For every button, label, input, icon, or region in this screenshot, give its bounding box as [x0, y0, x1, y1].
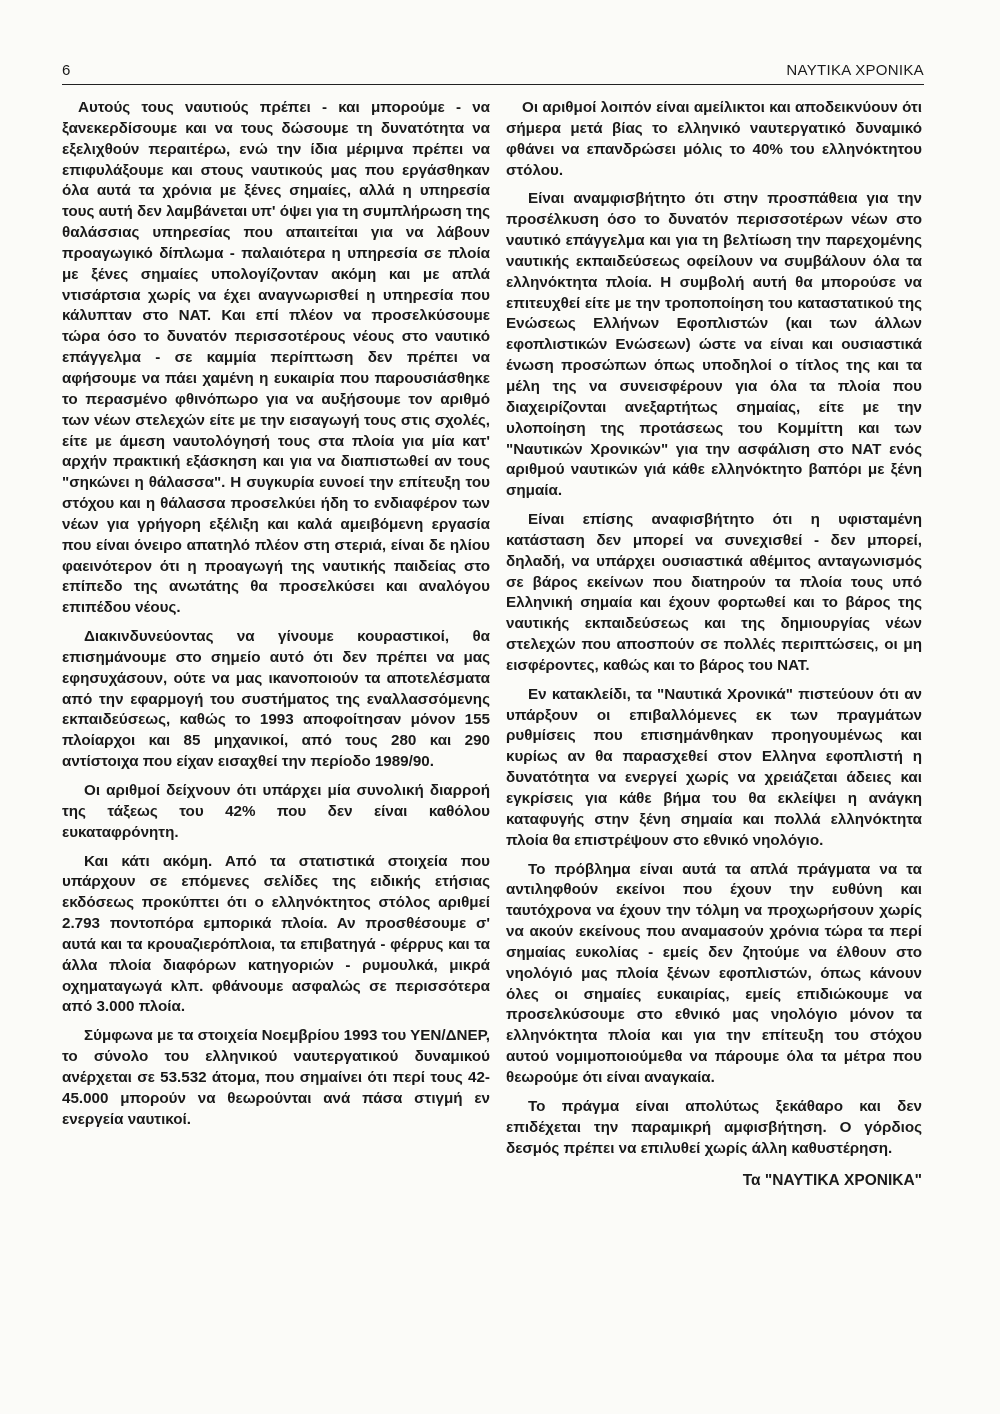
- paragraph: Σύμφωνα με τα στοιχεία Νοεμβρίου 1993 του ΥΕΝ/ΔΝΕΡ, το σύνολο του ελληνικού ναυτεργατικού δυναμικού ανέρχεται σε 53.532 άτομα, που σημαίνει ότι περί τους 42-45.000 μπορούν να θεωρούνται ανά πάσα στιγμή εν ενεργεία ναυτικοί.: [62, 1027, 490, 1128]
- left-column: [62, 98, 490, 1139]
- paragraph: Οι αριθμοί λοιπόν είναι αμείλικτοι και αποδεικνύουν ότι σήμερα μετά βίας το ελληνικό ναυτεργατικό δυναμικό φθάνει να επανδρώσει μόλις το 40% του ελληνόκτητου στόλου.: [506, 99, 922, 179]
- paragraph: Διακινδυνεύοντας να γίνουμε κουραστικοί, θα επισημάνουμε στο σημείο αυτό ότι δεν πρέπει να μας εφησυχάσουν, ούτε να μας ικανοποιούν τα αποτελέσματα από την εφαρμογή του συστήματος της εναλλασσόμενης εκπαιδεύσεως, καθώς το 1993 αποφοίτησαν μόνον 155 πλοίαρχοι και 85 μηχανικοί, από τους 280 και 290 αντίστοιχα που είχαν εισαχθεί την περίοδο 1989/90.: [62, 628, 490, 771]
- paragraph: Αυτούς τους ναυτιούς πρέπει - και μπορούμε - να ξανεκερδίσουμε και να τους δώσουμε τη δυνατότητα να εξελιχθούν περαιτέρω, ενώ την ίδια μέριμνα πρέπει να επιφυλάξουμε και στους ναυτικούς μας που εργάσθηκαν όλα αυτά τα χρόνια με ξένες σημαίες, αλλά η υπηρεσία τους αυτή δεν λαμβάνεται υπ' όψει για τη συμπλήρωση της θαλάσσιας υπηρεσίας που απαιτείται για να λάβουν προαγωγικό δίπλωμα - παλαιότερα η υπηρεσία σε πλοία με ξένες σημαίες υπολογίζονταν ακόμη και με απλά ντισάρτσια χωρίς να έχει αναγνωρισθεί η υπηρεσία που κάλυπταν στο ΝΑΤ. Και επί πλέον να προσελκύσουμε τώρα όσο το δυνατόν περισσοτέρους νέους στο ναυτικό επάγγελμα - σε καμμία περίπτωση δεν πρέπει να αφήσουμε να πάει χαμένη η ευκαιρία που παρουσιάσθηκε το περασμένο φθινόπωρο για να αυξήσουμε τον αριθμό των νέων στελεχών είτε με την εισαγωγή τους στις σχολές, είτε με άμεση ναυτολόγησή τους στα πλοία για μία κατ' αρχήν πρακτική εξάσκηση και για να διαπιστωθεί αν τους "σηκώνει η θάλασσα". Η συγκυρία ευνοεί την επίτευξη του στόχου και η θάλασσα προσελκύει ήδη το ενδιαφέρον των νέων για γρήγορη εξέλιξη και καλά αμειβόμενη εργασία που είναι όνειρο απατηλό πλέον στη στεριά, είναι δε ηλίου φαεινότερον ότι η προαγωγή της ναυτικής παιδείας στο επίπεδο της ανωτάτης θα προσελκύσει και αναλόγου επιπέδου νέους.: [62, 99, 490, 617]
- paragraph: Το πρόβλημα είναι αυτά τα απλά πράγματα να τα αντιληφθούν εκείνοι που έχουν την ευθύνη και ταυτόχρονα να έχουν την τόλμη να προχωρήσουν χωρίς να ακούν εκείνους που αναμασούν χρόνια τώρα τα περί σημαίας ευκολίας - εμείς δεν ζητούμε να έλθουν στο νηολόγιό μας πλοία ξένων εφοπλιστών, όπως κάνουν όλες οι σημαίες ευκαιρίας, εμείς επιδιώκουμε να προσελκύσουμε στο εθνικό μας νηολόγιο μόνον τα ελληνόκτητα πλοία και για την επίτευξη του στόχου αυτού νομιμοποιούμεθα να πάρουμε όλα τα μέτρα που θεωρούμε ότι είναι αναγκαία.: [506, 860, 922, 1086]
- signature: Τα "ΝΑΥΤΙΚΑ ΧΡΟΝΙΚΑ": [742, 1172, 922, 1190]
- page-number: 6: [62, 62, 71, 79]
- publication-title: ΝΑΥΤΙΚΑ ΧΡΟΝΙΚΑ: [786, 62, 924, 79]
- paragraph: Είναι αναμφισβήτητο ότι στην προσπάθεια για την προσέλκυση όσο το δυνατόν περισσοτέρων νέων στο ναυτικό επάγγελμα και για τη βελτίωση την παρεχομένης ναυτικής εκπαιδεύσεως οφείλουν να συμβάλουν όλα τα ελληνόκτητα πλοία. Η συμβολή αυτή θα μπορούσε να επιτευχθεί είτε με την τροποποίηση του καταστατικού της Ενώσεως Ελλήνων Εφοπλιστών (και των άλλων εφοπλιστικών Ενώσεων) ώστε να είναι και ουσιαστικά ένωση προσώπων όπως υποδηλοί ο τίτλος της και τα μέλη της να συνεισφέρουν για όλα τα πλοία που διαχειρίζονται ανεξαρτήτως σημαίας, είτε με την υλοποίηση της προτάσεως του Κομμίττη και των "Ναυτικών Χρονικών" για την ασφάλιση στο ΝΑΤ ενός αριθμού ναυτικών γιά κάθε ελληνόκτητο βαπόρι με ξένη σημαία.: [506, 190, 922, 500]
- paragraph: Είναι επίσης αναφισβήτητο ότι η υφισταμένη κατάσταση δεν μπορεί να συνεχισθεί - δεν μπορεί, δηλαδή, να υπάρχει ουσιαστικά αθέμιτος ανταγωνισμός σε βάρος εκείνων που διατηρούν τα πλοία τους υπό Ελληνική σημαία και έχουν φορτωθεί και το βάρος της ναυτικής εκπαιδεύσεως και της δημιουργίας νέων στελεχών που αποσπούν σε πολλές περιπτώσεις, οι μη εισφέροντες, καθώς και το βάρος του ΝΑΤ.: [506, 511, 922, 674]
- right-column: [506, 98, 922, 1192]
- paragraph: Οι αριθμοί δείχνουν ότι υπάρχει μία συνολική διαρροή της τάξεως του 42% που δεν είναι καθόλου ευκαταφρόνητη.: [62, 782, 490, 841]
- paragraph: Το πράγμα είναι απολύτως ξεκάθαρο και δεν επιδέχεται την παραμικρή αμφισβήτηση. Ο γόρδιος δεσμός πρέπει να επιλυθεί χωρίς άλλη καθυστέρηση.: [506, 1097, 922, 1157]
- paragraph: Και κάτι ακόμη. Από τα στατιστικά στοιχεία που υπάρχουν σε επόμενες σελίδες της ειδικής ετήσιας εκδόσεως προκύπτει ότι ο ελληνόκτητος στόλος αριθμεί 2.793 ποντοπόρα εμπορικά πλοία. Αν προσθέσουμε σ' αυτά και τα κρουαζιερόπλοια, τα επιβατηγά - φέρρυς και τα άλλα πλοία διαφόρων κατηγοριών - ρυμουλκά, μικρά οχηματαγωγά κλπ. φθάνουμε ασφαλώς σε περισσότερα από 3.000 πλοία.: [62, 852, 490, 1016]
- paragraph: Εν κατακλείδι, τα "Ναυτικά Χρονικά" πιστεύουν ότι αν υπάρξουν οι επιβαλλόμενες εκ των πραγμάτων ρυθμίσεις που επισημάνθηκαν προηγουμένως και κυρίως αν θα παρασχεθεί στον Ελληνα εφοπλιστή η δυνατότητα να ενεργεί χωρίς να χρειάζεται άδειες και εγκρίσεις για κάθε βήμα του θα εκλείψει η ανάγκη καταφυγής στην ξένη σημαία και πολλά ελληνόκτητα πλοία θα επιστρέψουν στο εθνικό νηολόγιο.: [506, 685, 922, 849]
- page-header: [62, 62, 924, 85]
